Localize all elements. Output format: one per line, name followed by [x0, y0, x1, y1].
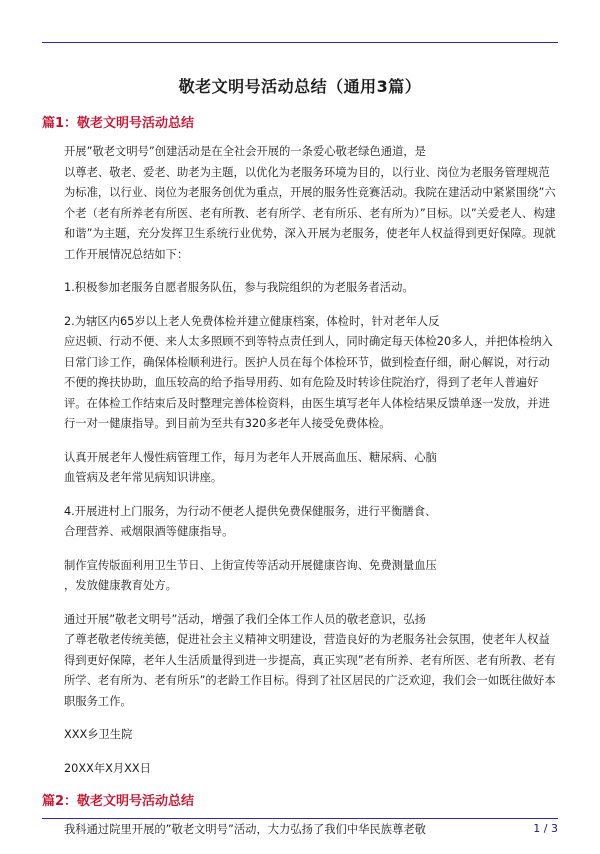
paragraph: 制作宣传版面利用卫生节日、上街宣传等活动开展健康咨询、免费测量血压 ，发放健康教育处方。 — [64, 558, 437, 592]
page-indicator: 1 / 3 — [533, 822, 558, 835]
section-1-heading: 篇1：敬老文明号活动总结 — [42, 116, 195, 131]
paragraph: 开展”敬老文明号”创建活动是在全社会开展的一条爱心敬老绿色通道，是 以尊老、敬老、爱老、助老为主题，以优化为老服务环境为目的，以行业、岗位为老服务管理规范为标准，以行业、岗位为老服务创优为重点，开展的服务性竞赛活动。我院在建活动中紧紧围绕”六个老（老有所养老有所医、老有所教、老有所学、老有所乐、老有所为）”目标。以”关爱老人、构建和谐”为主题，充分发挥卫生系统行业优势，深入开展为老服务，使老年人权益得到更好保障。现就工作开展情况总结如下： — [64, 145, 556, 261]
top-rule — [42, 42, 558, 43]
document-title: 敬老文明号活动总结（通用3篇） — [178, 77, 422, 96]
document-body — [42, 114, 558, 854]
signature-date: 20XX年X月XX日 — [64, 761, 151, 775]
signature-org: XXX乡卫生院 — [64, 728, 133, 741]
bottom-rule — [42, 818, 558, 819]
paragraph: 认真开展老年人慢性病管理工作，每月为老年人开展高血压、糖尿病、心脑 血管病及老年常见病知识讲座。 — [64, 450, 437, 484]
paragraph: 我科通过院里开展的”敬老文明号”活动，大力弘扬了我们中华民族尊老敬 — [64, 823, 426, 836]
paragraph: 4.开展进村上门服务，为行动不便老人提供免费保健服务，进行平衡膳食、 合理营养、戒烟限酒等健康指导。 — [64, 504, 437, 538]
paragraph: 通过开展”敬老文明号”活动，增强了我们全体工作人员的敬老意识，弘扬 了尊老敬老传统美德，促进社会主义精神文明建设，营造良好的为老服务社会氛围，使老年人权益得到更好保障，老年人生活质量得到进一步提高，真正实现”老有所养、老有所医、老有所教、老有所学、老有所为、老有所乐”的老龄工作目标。得到了社区居民的广泛欢迎，我们会一如既往做好本职服务工作。 — [64, 612, 556, 708]
paragraph: 1.积极参加老服务自愿者服务队伍，参与我院组织的为老服务者活动。 — [64, 281, 414, 294]
section-2-heading: 篇2：敬老文明号活动总结 — [42, 794, 195, 809]
paragraph: 2.为辖区内65岁以上老人免费体检并建立健康档案，体检时，针对老年人反 应迟顿、行动不便、来人太多照顾不到等特点责任到人，同时确定每天体检20多人，并把体检纳入日常门诊工作，确保体检顺利进行。医护人员在每个体检环节，做到检查仔细，耐心解说，对行动不便的搀扶协助，血压较高的给予指导用药、如有危险及时转诊住院治疗，得到了老年人普遍好评。在体检工作结束后及时整理完善体检资料，由医生填写老年人体检结果反馈单逐一发放，并进行一对一健康指导。到目前为至共有320多老年人接受免费体检。 — [64, 314, 553, 430]
